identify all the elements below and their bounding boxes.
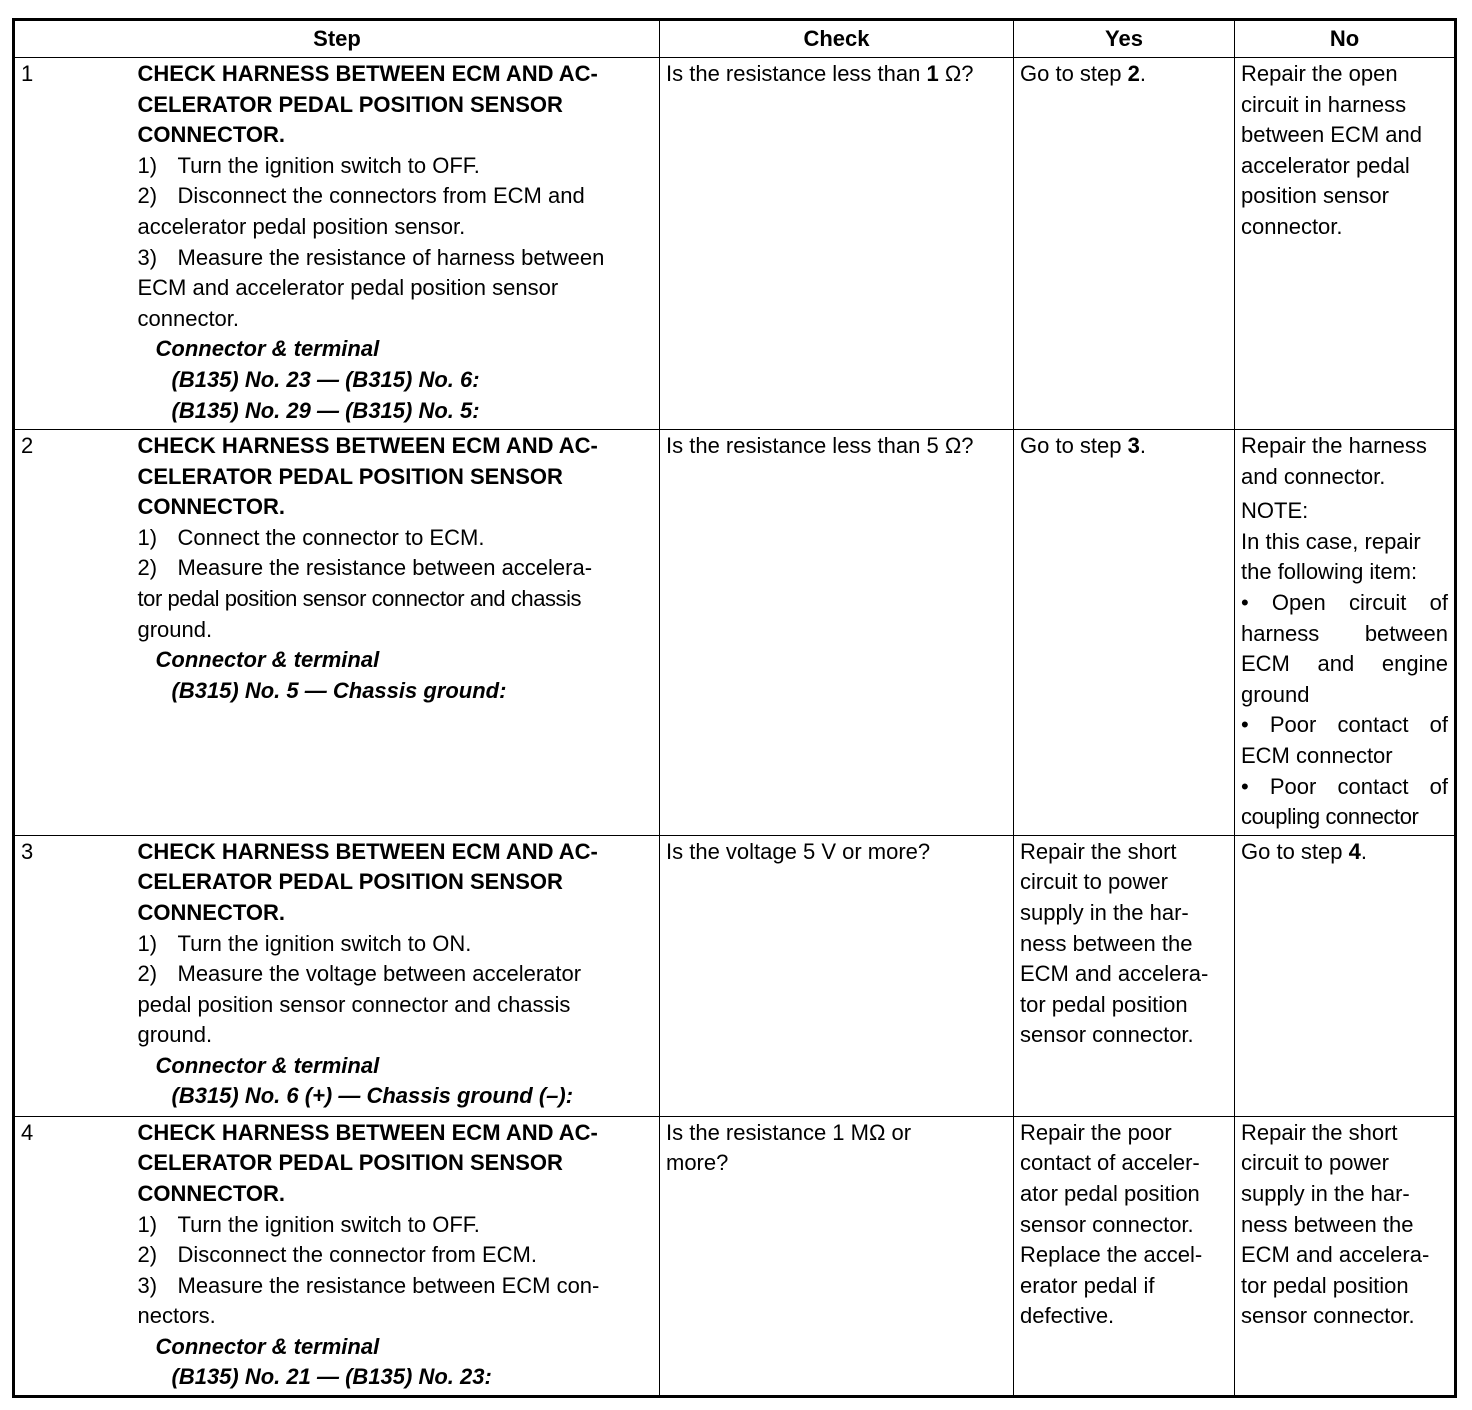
substep: [138, 1240, 654, 1271]
substep-text: nectors.: [137, 1303, 216, 1329]
step-title-line: CHECK HARNESS BETWEEN ECM AND AC-: [137, 61, 598, 86]
no-text-line: circuit to power: [1241, 1150, 1389, 1176]
substep-text: Connect the connector to ECM.: [177, 524, 485, 550]
step-procedure: [132, 430, 660, 836]
substep-text: Measure the resistance between accelera-: [177, 555, 593, 581]
table-row: [14, 58, 1456, 430]
substep-number: 3): [137, 244, 158, 270]
no-text-line: connector.: [1241, 213, 1343, 239]
substep-text: Disconnect the connectors from ECM and: [177, 183, 585, 209]
step-number: 2: [14, 430, 132, 836]
substep-text: Turn the ignition switch to OFF.: [177, 152, 480, 178]
step-title-line: CONNECTOR.: [137, 122, 285, 148]
substep-number: 2): [137, 1242, 158, 1268]
yes-cell: [1014, 430, 1235, 836]
substep: [138, 929, 654, 960]
step-procedure: [132, 1116, 660, 1396]
step-title-line: CONNECTOR.: [137, 1180, 285, 1206]
yes-text-line: Replace the accel-: [1020, 1242, 1203, 1268]
substep: [138, 523, 654, 554]
yes-step-ref: 3: [1127, 433, 1140, 458]
step-title-line: CELERATOR PEDAL POSITION SENSOR: [137, 91, 563, 117]
no-text-line: accelerator pedal: [1241, 152, 1410, 178]
no-cell: [1235, 430, 1456, 836]
check-text: Is the resistance less than 5 Ω?: [666, 433, 974, 458]
yes-step-ref: 2: [1127, 61, 1140, 86]
substep-text: accelerator pedal position sensor.: [137, 213, 466, 239]
substep-text: ECM and accelerator pedal position sensor: [137, 275, 559, 301]
step-title-line: CONNECTOR.: [137, 494, 285, 520]
substep-text: tor pedal position sensor connector and chassis: [137, 585, 582, 611]
substep-text: Measure the resistance of harness between: [177, 244, 605, 270]
connector-terminal-spec: (B315) No. 6 (+) — Chassis ground (–):: [171, 1083, 574, 1109]
substep-text: pedal position sensor connector and chassis: [137, 991, 571, 1017]
yes-text-line: defective.: [1020, 1303, 1115, 1329]
table-row: [14, 1116, 1456, 1396]
substep: [138, 181, 654, 212]
yes-text-line: ness between the: [1020, 930, 1193, 956]
no-text-line: circuit in harness: [1241, 91, 1407, 117]
connector-terminal-heading: Connector & terminal: [155, 647, 380, 673]
note-text-line: the following item:: [1241, 559, 1418, 585]
substep-number: 1): [137, 930, 158, 956]
substep-text: Turn the ignition switch to ON.: [177, 930, 472, 956]
substep: [138, 959, 654, 990]
check-cell: [660, 1116, 1014, 1396]
no-text-line: position sensor: [1241, 183, 1389, 209]
connector-terminal-spec: (B315) No. 5 — Chassis ground:: [171, 677, 507, 703]
step-procedure: [132, 835, 660, 1116]
connector-terminal-heading: Connector & terminal: [155, 1052, 380, 1078]
header-check: Check: [660, 20, 1014, 58]
step-title-line: CHECK HARNESS BETWEEN ECM AND AC-: [137, 838, 598, 864]
check-cell: [660, 430, 1014, 836]
note-item-line: coupling connector: [1241, 804, 1419, 830]
no-text-line: Repair the short: [1241, 1119, 1398, 1145]
connector-terminal-spec: (B135) No. 21 — (B135) No. 23:: [171, 1364, 492, 1390]
substep-number: 2): [137, 183, 158, 209]
table-row: [14, 835, 1456, 1116]
step-title-line: CELERATOR PEDAL POSITION SENSOR: [137, 869, 563, 895]
yes-text-line: tor pedal position: [1020, 991, 1188, 1017]
yes-text: .: [1139, 61, 1146, 86]
substep: [138, 1271, 654, 1302]
yes-cell: [1014, 58, 1235, 430]
substep: [138, 151, 654, 182]
step-number: 3: [14, 835, 132, 1116]
yes-text-line: ECM and accelera-: [1020, 961, 1209, 987]
yes-text-line: supply in the har-: [1020, 899, 1189, 925]
substep-number: 1): [137, 152, 158, 178]
note-item-line: ECM and engine: [1241, 651, 1448, 677]
no-text: Go to step: [1241, 838, 1349, 864]
yes-text-line: Repair the poor: [1020, 1119, 1172, 1145]
no-text: .: [1360, 838, 1367, 864]
no-cell: [1235, 1116, 1456, 1396]
note-label: NOTE:: [1241, 498, 1309, 524]
header-step: Step: [14, 20, 660, 58]
substep-number: 2): [137, 555, 158, 581]
yes-text-line: sensor connector.: [1020, 1211, 1194, 1237]
connector-terminal-heading: Connector & terminal: [155, 336, 380, 362]
header-yes: Yes: [1014, 20, 1235, 58]
substep-number: 3): [137, 1272, 158, 1298]
connector-terminal-spec: (B135) No. 23 — (B315) No. 6:: [171, 366, 480, 392]
header-row: [14, 20, 1456, 58]
no-cell: [1235, 58, 1456, 430]
note-item-line: harness between: [1241, 620, 1448, 646]
substep-text: connector.: [137, 305, 240, 331]
step-procedure: [132, 58, 660, 430]
substep: [138, 243, 654, 274]
substep-text: Turn the ignition switch to OFF.: [177, 1211, 480, 1237]
yes-text-line: sensor connector.: [1020, 1022, 1194, 1048]
substep: [138, 553, 654, 584]
yes-text: Go to step: [1020, 433, 1128, 458]
check-text: Ω?: [938, 61, 974, 86]
substep-number: 1): [137, 1211, 158, 1237]
no-text-line: and connector.: [1241, 463, 1386, 489]
substep-text: Measure the voltage between accelerator: [177, 961, 582, 987]
yes-text: .: [1139, 433, 1146, 458]
note-item-line: ground: [1241, 681, 1310, 707]
no-text-line: supply in the har-: [1241, 1180, 1410, 1206]
no-text-line: ECM and accelera-: [1241, 1242, 1430, 1268]
note-item-line: ECM connector: [1241, 742, 1393, 768]
header-no: No: [1235, 20, 1456, 58]
check-text-line: more?: [666, 1150, 729, 1176]
check-text: Is the resistance less than: [666, 61, 927, 86]
step-title-line: CHECK HARNESS BETWEEN ECM AND AC-: [137, 1119, 598, 1145]
step-number: 1: [14, 58, 132, 430]
note-item-line: • Poor contact of: [1241, 712, 1448, 738]
step-title-line: CELERATOR PEDAL POSITION SENSOR: [137, 463, 563, 489]
check-cell: [660, 58, 1014, 430]
no-cell: [1235, 835, 1456, 1116]
check-text-line: Is the resistance 1 MΩ or: [666, 1119, 912, 1145]
note-item-line: • Open circuit of: [1241, 589, 1448, 615]
substep-number: 1): [137, 524, 158, 550]
yes-text: Go to step: [1020, 61, 1128, 86]
table-row: [14, 430, 1456, 836]
yes-text-line: circuit to power: [1020, 869, 1168, 895]
connector-terminal-heading: Connector & terminal: [155, 1333, 380, 1359]
note-item-line: • Poor contact of: [1241, 773, 1448, 799]
connector-terminal-spec: (B135) No. 29 — (B315) No. 5:: [171, 397, 480, 423]
check-value: 1: [926, 61, 939, 86]
no-text-line: sensor connector.: [1241, 1303, 1415, 1329]
step-number: 4: [14, 1116, 132, 1396]
diagnostic-table: [12, 18, 1457, 1398]
step-title-line: CONNECTOR.: [137, 899, 285, 925]
no-text-line: tor pedal position: [1241, 1272, 1409, 1298]
yes-text-line: contact of acceler-: [1020, 1150, 1200, 1176]
substep-number: 2): [137, 961, 158, 987]
substep-text: Measure the resistance between ECM con-: [177, 1272, 600, 1298]
substep-text: Disconnect the connector from ECM.: [177, 1242, 537, 1268]
no-text-line: between ECM and: [1241, 122, 1422, 148]
substep-text: ground.: [137, 616, 213, 642]
substep: [138, 1210, 654, 1241]
substep-text: ground.: [137, 1022, 213, 1048]
yes-cell: [1014, 1116, 1235, 1396]
no-text-line: Repair the harness: [1241, 433, 1427, 458]
note-text-line: In this case, repair: [1241, 528, 1421, 554]
yes-text-line: ator pedal position: [1020, 1180, 1200, 1206]
yes-text-line: erator pedal if: [1020, 1272, 1155, 1298]
no-text-line: ness between the: [1241, 1211, 1414, 1237]
check-cell: [660, 835, 1014, 1116]
step-title-line: CHECK HARNESS BETWEEN ECM AND AC-: [137, 433, 598, 458]
step-title-line: CELERATOR PEDAL POSITION SENSOR: [137, 1150, 563, 1176]
no-text-line: Repair the open: [1241, 61, 1398, 86]
yes-text-line: Repair the short: [1020, 838, 1177, 864]
check-text: Is the voltage 5 V or more?: [666, 838, 931, 864]
yes-cell: [1014, 835, 1235, 1116]
no-step-ref: 4: [1348, 838, 1361, 864]
